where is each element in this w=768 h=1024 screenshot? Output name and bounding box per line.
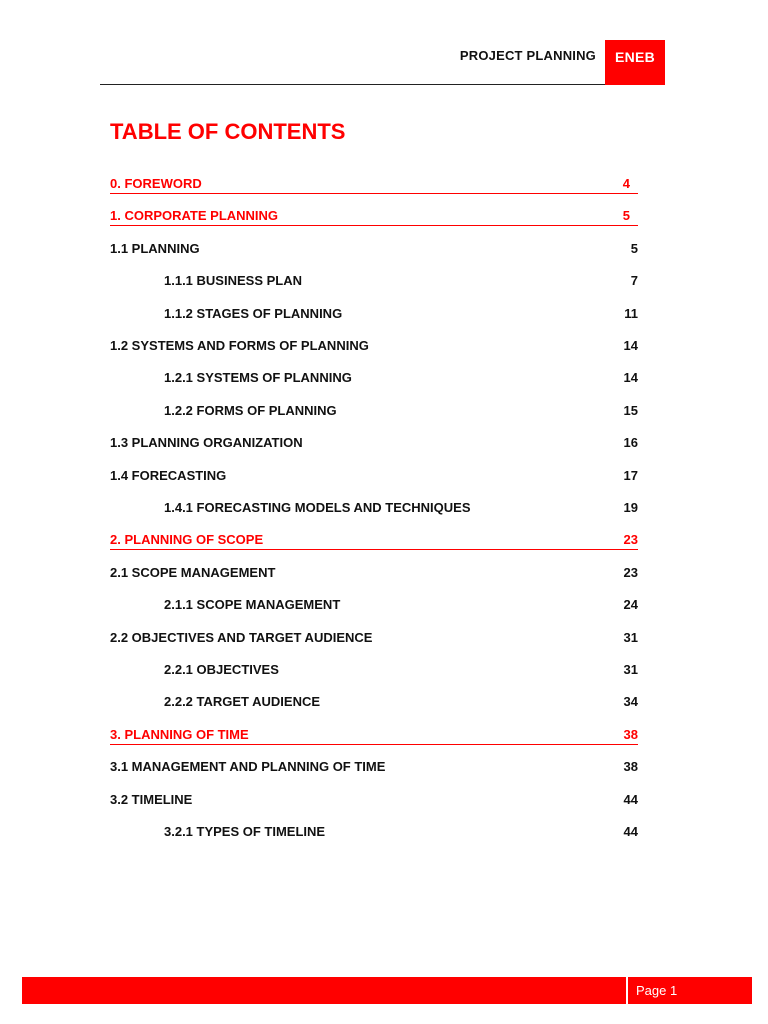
toc-entry[interactable] bbox=[110, 693, 638, 711]
toc-entry-title: 1.2.1 SYSTEMS OF PLANNING bbox=[164, 370, 352, 385]
toc-entry-title: 1.2 SYSTEMS AND FORMS OF PLANNING bbox=[110, 338, 369, 353]
toc-entry-title: 2.2 OBJECTIVES AND TARGET AUDIENCE bbox=[110, 630, 373, 645]
toc-entry-page: 31 bbox=[623, 630, 638, 645]
toc-entry-page: 38 bbox=[623, 727, 638, 742]
toc-entry-page: 15 bbox=[623, 403, 638, 418]
toc-entry-page: 44 bbox=[623, 792, 638, 807]
toc-entry-page: 23 bbox=[623, 532, 638, 547]
toc-entry-title: 0. FOREWORD bbox=[110, 176, 202, 191]
toc-entry-page: 38 bbox=[623, 759, 638, 774]
toc-entry-page: 5 bbox=[630, 241, 638, 256]
toc-entry-page: 11 bbox=[624, 306, 638, 321]
toc-entry[interactable] bbox=[110, 726, 638, 745]
toc-entry[interactable] bbox=[110, 564, 638, 582]
toc-entry[interactable] bbox=[110, 337, 638, 355]
toc-entry[interactable] bbox=[110, 531, 638, 550]
toc-entry[interactable] bbox=[110, 175, 638, 194]
toc-entry-title: 1.1 PLANNING bbox=[110, 241, 200, 256]
toc-entry-page: 44 bbox=[623, 824, 638, 839]
toc-entry[interactable] bbox=[110, 499, 638, 517]
header-divider bbox=[100, 84, 605, 85]
toc-entry-page: 5 bbox=[622, 208, 630, 223]
toc-entry[interactable] bbox=[110, 402, 638, 420]
toc-entry[interactable] bbox=[110, 305, 638, 323]
toc-entry[interactable] bbox=[110, 823, 638, 841]
toc-entry[interactable] bbox=[110, 629, 638, 647]
toc-entry-title: 2.1 SCOPE MANAGEMENT bbox=[110, 565, 276, 580]
toc-entry-page: 14 bbox=[623, 338, 638, 353]
toc-entry-title: 1.1.2 STAGES OF PLANNING bbox=[164, 306, 343, 321]
toc-entry[interactable] bbox=[110, 240, 638, 258]
toc-entry-page: 14 bbox=[623, 370, 638, 385]
toc-entry-page: 17 bbox=[623, 468, 638, 483]
toc-entry-title: 2. PLANNING OF SCOPE bbox=[110, 532, 264, 547]
toc-entry[interactable] bbox=[110, 207, 638, 226]
toc-entry-title: 1.4 FORECASTING bbox=[110, 468, 227, 483]
header-title: PROJECT PLANNING bbox=[459, 48, 596, 63]
toc-entry-title: 1. CORPORATE PLANNING bbox=[110, 208, 279, 223]
toc-entry-title: 2.2.1 OBJECTIVES bbox=[164, 662, 279, 677]
toc-entry[interactable] bbox=[110, 434, 638, 452]
toc-heading: TABLE OF CONTENTS bbox=[110, 119, 346, 144]
toc-entry-title: 1.4.1 FORECASTING MODELS AND TECHNIQUES bbox=[164, 500, 471, 515]
toc-entry-page: 4 bbox=[622, 176, 630, 191]
toc-entry[interactable] bbox=[110, 758, 638, 776]
toc-entry[interactable] bbox=[110, 369, 638, 387]
toc-entry-title: 3.2.1 TYPES OF TIMELINE bbox=[164, 824, 326, 839]
toc-entry-page: 16 bbox=[623, 435, 638, 450]
toc-entry[interactable] bbox=[110, 467, 638, 485]
toc-entry-title: 2.1.1 SCOPE MANAGEMENT bbox=[164, 597, 341, 612]
toc-entry-title: 3. PLANNING OF TIME bbox=[110, 727, 249, 742]
toc-entry-title: 1.1.1 BUSINESS PLAN bbox=[164, 273, 302, 288]
toc-entry[interactable] bbox=[110, 791, 638, 809]
toc-entry-page: 31 bbox=[623, 662, 638, 677]
toc-entry-title: 3.1 MANAGEMENT AND PLANNING OF TIME bbox=[110, 759, 386, 774]
eneb-logo: ENEB bbox=[605, 40, 665, 85]
toc-entry-page: 7 bbox=[630, 273, 638, 288]
toc-entry-title: 1.3 PLANNING ORGANIZATION bbox=[110, 435, 303, 450]
footer-bar bbox=[22, 977, 626, 1004]
toc-entry-title: 2.2.2 TARGET AUDIENCE bbox=[164, 694, 321, 709]
toc-entry-title: 3.2 TIMELINE bbox=[110, 792, 193, 807]
toc-entry-page: 23 bbox=[623, 565, 638, 580]
toc-entry-title: 1.2.2 FORMS OF PLANNING bbox=[164, 403, 337, 418]
toc-entry[interactable] bbox=[110, 272, 638, 290]
toc-entry-page: 34 bbox=[623, 694, 638, 709]
toc-entry-page: 24 bbox=[623, 597, 638, 612]
page-number: Page 1 bbox=[628, 977, 752, 1004]
toc-entry[interactable] bbox=[110, 661, 638, 679]
toc-entry-page: 19 bbox=[623, 500, 638, 515]
toc-entry[interactable] bbox=[110, 596, 638, 614]
